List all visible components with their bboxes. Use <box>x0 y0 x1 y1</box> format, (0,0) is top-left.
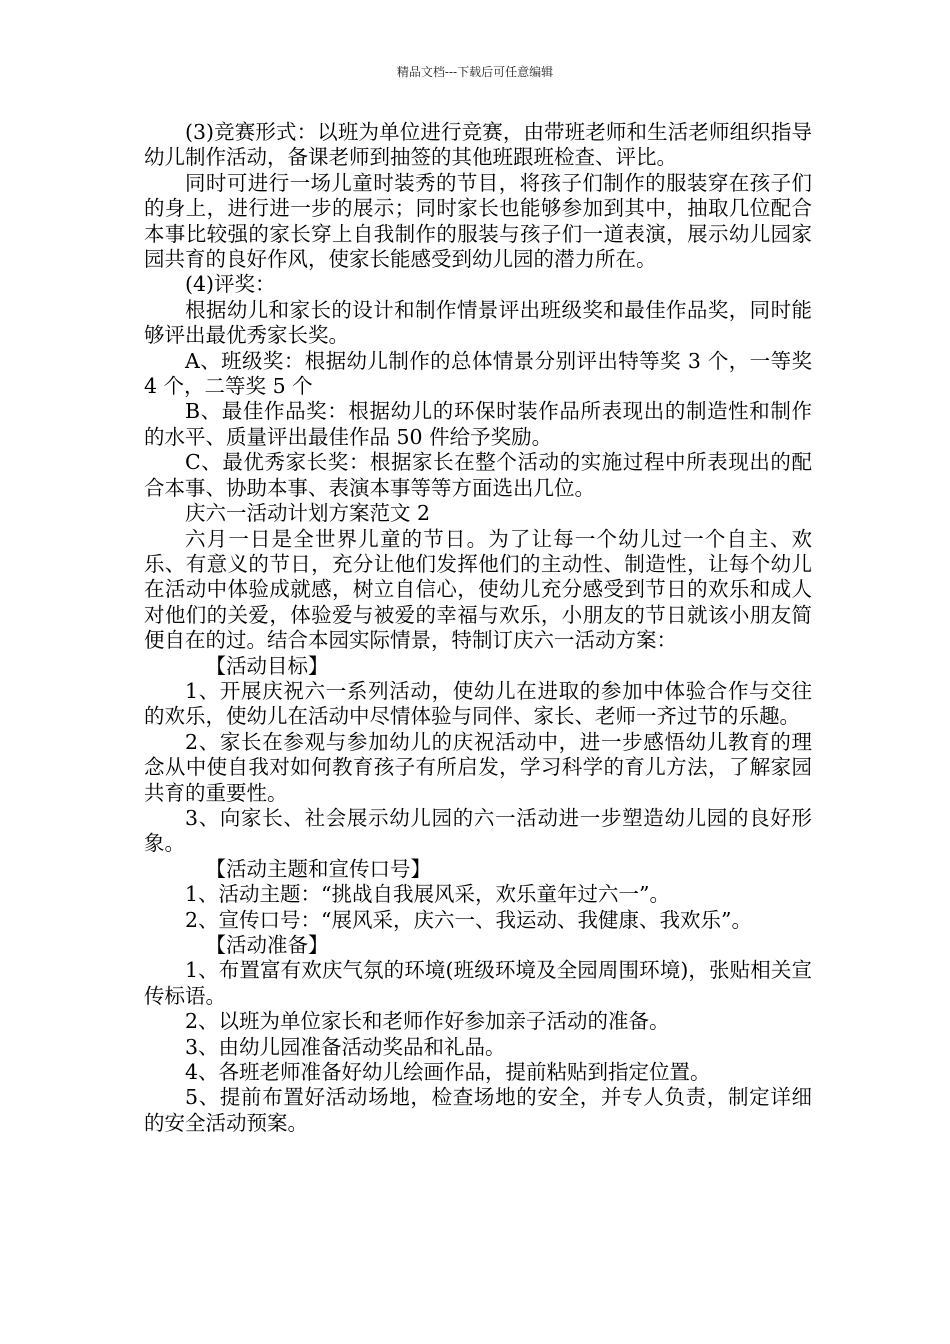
paragraph-prep-1: 1、布置富有欢庆气氛的环境(班级环境及全园周围环境)，张贴相关宣传标语。 <box>144 958 812 1008</box>
paragraph-awards-intro: 根据幼儿和家长的设计和制作情景评出班级奖和最佳作品奖，同时能够评出最优秀家长奖。 <box>144 297 812 348</box>
paragraph-prep-2: 2、以班为单位家长和老师作好参加亲子活动的准备。 <box>185 1009 670 1034</box>
section-title-plan-2: 庆六一活动计划方案范文 2 <box>185 501 431 526</box>
paragraph-prep-3: 3、由幼儿园准备活动奖品和礼品。 <box>185 1034 506 1059</box>
page-header: 精品文档---下载后可任意编辑 <box>396 65 554 79</box>
paragraph-prep-4: 4、各班老师准备好幼儿绘画作品，提前粘贴到指定位置。 <box>185 1060 711 1085</box>
paragraph-class-award: A、班级奖：根据幼儿制作的总体情景分别评出特等奖 3 个，一等奖 4 个，二等奖 5 个 <box>144 348 812 399</box>
paragraph-activity-theme: 1、活动主题：“挑战自我展风采，欢乐童年过六一”。 <box>185 882 671 907</box>
paragraph-competition-format: (3)竞赛形式：以班为单位进行竞赛，由带班老师和生活老师组织指导幼儿制作活动，备课老师到抽签的其他班跟班检查、评比。 <box>144 120 812 170</box>
paragraph-fashion-show: 同时可进行一场儿童时装秀的节目，将孩子们制作的服装穿在孩子们的身上，进行进一步的展示；同时家长也能够参加到其中，抽取几位配合本事比较强的家长穿上自我制作的服装与孩子们一道表演，展示幼儿园家园共育的良好作风，使家长能感受到幼儿园的潜力所在。 <box>144 170 812 272</box>
paragraph-slogan: 2、宣传口号：“展风采，庆六一、我运动、我健康、我欢乐”。 <box>185 907 753 932</box>
paragraph-goal-3: 3、向家长、社会展示幼儿园的六一活动进一步塑造幼儿园的良好形象。 <box>144 805 812 856</box>
paragraph-goal-1: 1、开展庆祝六一系列活动，使幼儿在进取的参加中体验合作与交往的欢乐，使幼儿在活动中尽情体验与同伴、家长、老师一齐过节的乐趣。 <box>144 678 812 729</box>
paragraph-best-work-award: B、最佳作品奖：根据幼儿的环保时装作品所表现出的制造性和制作的水平、质量评出最佳作品 50 件给予奖励。 <box>144 399 812 449</box>
paragraph-awards-heading: (4)评奖： <box>185 272 276 297</box>
paragraph-best-parent-award: C、最优秀家长奖：根据家长在整个活动的实施过程中所表现出的配合本事、协助本事、表演本事等等方面选出几位。 <box>144 450 812 500</box>
paragraph-prep-5: 5、提前布置好活动场地，检查场地的安全，并专人负责，制定详细的安全活动预案。 <box>144 1085 812 1135</box>
heading-theme-and-slogan: 【活动主题和宣传口号】 <box>205 856 431 881</box>
document-body <box>144 120 812 1136</box>
heading-activity-preparation: 【活动准备】 <box>205 933 329 957</box>
heading-activity-goals: 【活动目标】 <box>205 653 329 678</box>
paragraph-goal-2: 2、家长在参观与参加幼儿的庆祝活动中，进一步感悟幼儿教育的理念从中使自我对如何教育孩子有所启发，学习科学的育儿方法，了解家园共育的重要性。 <box>144 729 812 805</box>
paragraph-plan-intro: 六月一日是全世界儿童的节日。为了让每一个幼儿过一个自主、欢乐、有意义的节日，充分让他们发挥他们的主动性、制造性，让每个幼儿在活动中体验成就感，树立自信心，使幼儿充分感受到节日的欢乐和成人对他们的关爱，体验爱与被爱的幸福与欢乐，小朋友的节日就该小朋友简便自在的过。结合本园实际情景，特制订庆六一活动方案： <box>144 526 812 653</box>
